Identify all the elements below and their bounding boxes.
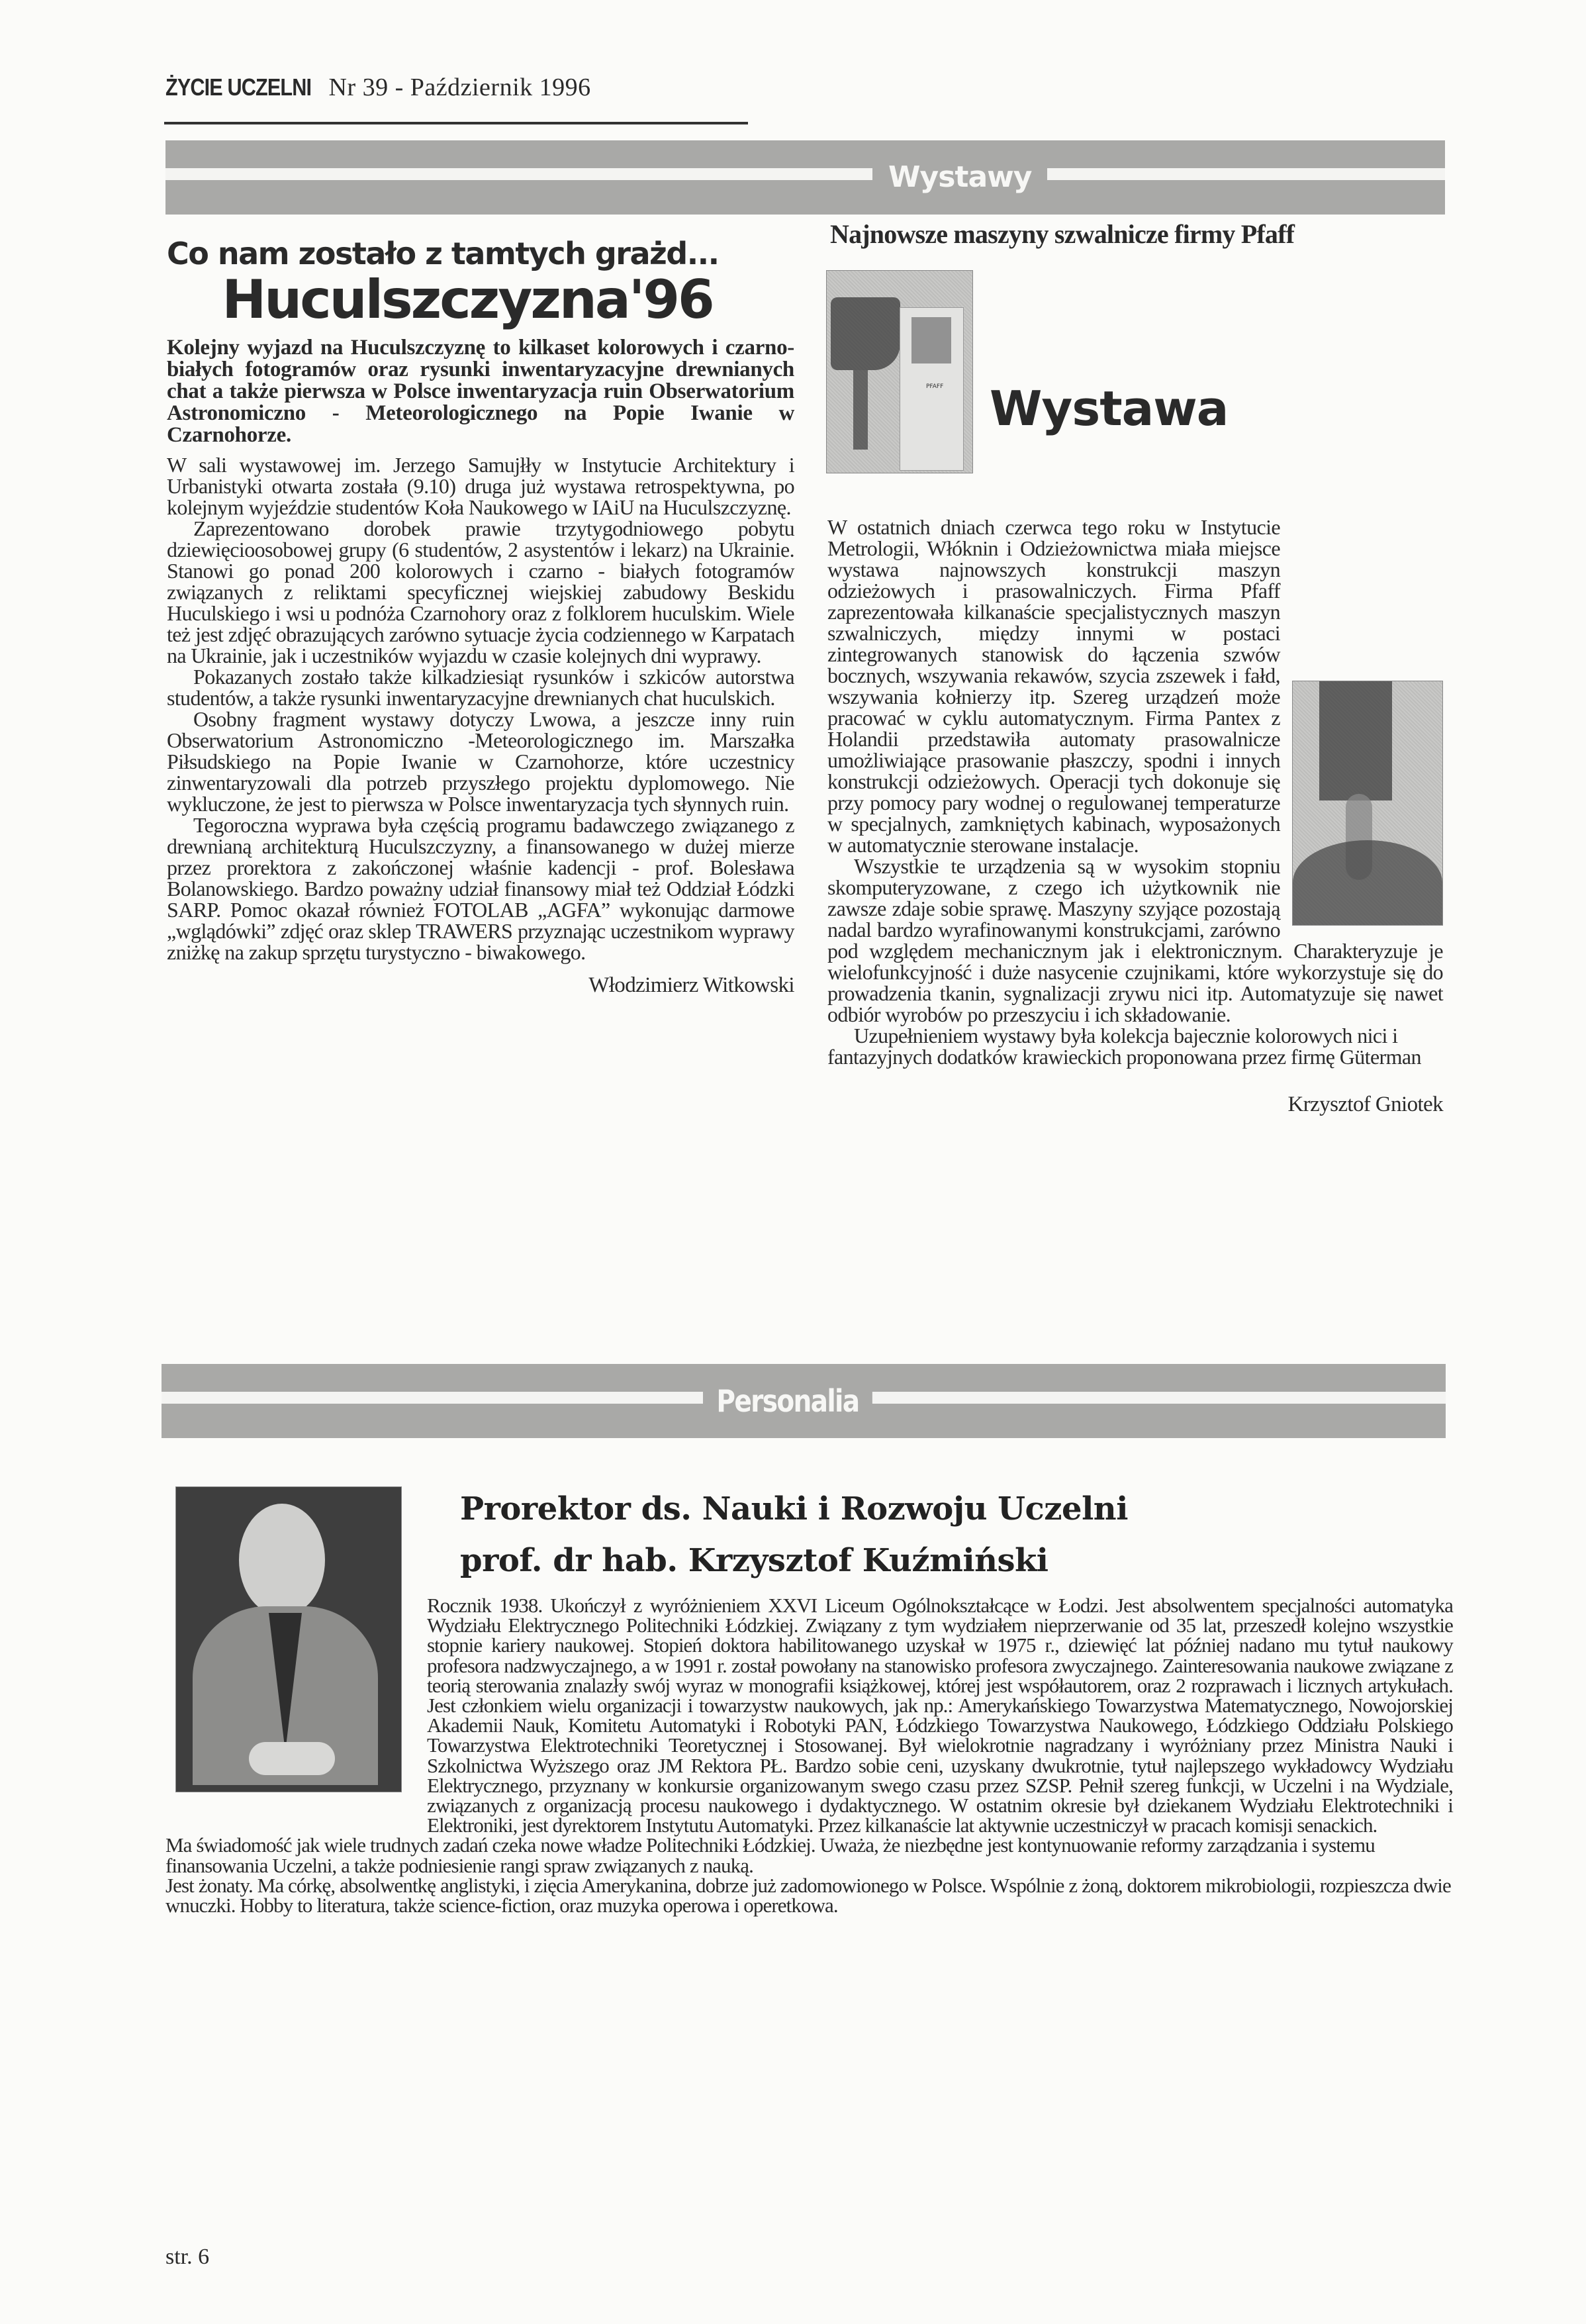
header-rule xyxy=(164,122,748,124)
paragraph: Rocznik 1938. Ukończył z wyróżnieniem XXVI Liceum Ogólnokształcące w Łodzi. Jest absolwentem specjalności automatyka Wydziału Elektrycznego Politechniki Łódzkiej. Związany z tym wydziałem nieprzerwanie od 35 lat, przeszedł kolejno wszystkie stopnie kariery naukowej. Stopień doktora habilitowanego uzyskał w 1975 r., dziewięć lat później nadano mu tytuł naukowy profesora nadzwyczajnego, a w 1991 r. został powołany na stanowisko profesora zwyczajnego. Zainteresowania naukowe związane z teorią sterowania znalazły swój wyraz w monografii książkowej, której jest współautorem, oraz 2 rozprawach i licznych artykułach. Jest członkiem wielu organizacji i towarzystw naukowych, jak np.: Amerykańskiego Towarzystwa Matematycznego, Nowojorskiej Akademii Nauk, Komitetu Automatyki i Robotyki PAN, Łódzkiego Towarzystwa Naukowego, Łódzkiego Oddziału Polskiego Towarzystwa Elektrotechniki Teoretycznej i Stosowanej. Był wielokrotnie nagradzany i wyróżniany przez Ministra Nauki i Szkolnictwa Wyższego oraz JM Rektora PŁ. Bardzo sobie ceni, uzyskany dwukrotnie, tytuł najlepszego wykładowcy Wydziału Elektrycznego, przyznany w konkursie organizowanym swego czasu przez SZSP. Pełnił szereg funkcji, w Uczelni i na Wydziale, związanych z organizacją procesu naukowego i dydaktycznego. W ostatnim okresie był dziekanem Wydziału Elektrotechniki i Elektroniki, jest dyrektorem Instytutu Automatyki. Przez kilkanaście lat aktywnie uczestniczył w pracach komisji senackich. xyxy=(427,1594,1453,1837)
banner-stripe xyxy=(165,168,1445,180)
section-label: Wystawy xyxy=(872,140,1047,215)
paragraph: Wszystkie te urządzenia są w wysokim stopniu skomputeryzowane, z czego ich użytkownik nie zawsze zdaje sobie sprawę. Maszyny szyjące pozostają nadal bardzo wyrafinowanymi konstrukcjami, zarówno pod względem mechanicznym jak i elektronicznym. Charakteryzuje je wielofunkcyjność i duże nasycenie czujnikami, które wykorzystuje się do prowadzenia tkanin, sygnalizacji zrywu nici itp. Automatyzuje się nawet odbiór wyrobów po przeszyciu i ich składowanie. xyxy=(827,854,1443,1026)
banner-band xyxy=(165,140,1445,168)
personalia-title-line2: prof. dr hab. Krzysztof Kuźmiński xyxy=(460,1542,1049,1579)
paragraph: Jest żonaty. Ma córkę, absolwentkę anglistyki, i zięcia Amerykanina, dobrze już zadomowionego w Polsce. Wspólnie z żoną, doktorem mikrobiologii, rozpieszcza dwie wnuczki. Hobby to literatura, także science-fiction, oraz muzyka operowa i operetkowa. xyxy=(165,1873,1451,1917)
masthead xyxy=(165,73,591,102)
page-number: str. 6 xyxy=(165,2245,210,2269)
article-pfaff-body xyxy=(827,516,1443,1115)
article-body xyxy=(167,454,794,996)
paragraph: Pokazanych zostało także kilkadziesiąt rysunków i szkiców autorstwa studentów, a także rysunki inwentaryzacyjne drewnianych chat huculskich. xyxy=(167,665,794,710)
paragraph: Osobny fragment wystawy dotyczy Lwowa, a jeszcze inny ruin Obserwatorium Astronomiczno -Meteorologicznego im. Marszałka Piłsudskiego na Popie Iwanie w Czarnohorze, które uczestnicy zinwentaryzowali dla potrzeb przyszłego projektu dyplomowego. Nie wykluczone, że jest to pierwsza w Polsce inwentaryzacja tych słynnych ruin. xyxy=(167,707,794,816)
banner-band xyxy=(165,180,1445,215)
sewing-machine-photo xyxy=(826,270,973,473)
personalia-title xyxy=(460,1483,1128,1586)
article-lead: Kolejny wyjazd na Huculszczyznę to kilkaset kolorowych i czarno-białych fotogramów oraz rysunki inwentaryzacyjne drewnianych chat a także pierwsza w Polsce inwentaryzacja ruin Obserwatorium Astronomiczno - Meteorologicznego na Popie Iwanie w Czarnohorze. xyxy=(167,336,794,447)
article-pfaff-header xyxy=(821,218,1436,250)
pressing-machine-photo xyxy=(1292,681,1443,926)
photo-detail xyxy=(853,370,868,450)
photo-detail xyxy=(911,317,951,363)
article-author: Krzysztof Gniotek xyxy=(1287,1092,1443,1116)
article-author: Włodzimierz Witkowski xyxy=(588,973,794,997)
issue-info: Nr 39 - Październik 1996 xyxy=(328,73,591,101)
article-title: Wystawa xyxy=(990,381,1229,436)
article-title: Huculszczyzna'96 xyxy=(222,269,713,330)
section-label: Personalia xyxy=(703,1364,872,1438)
paragraph: Zaprezentowano dorobek prawie trzytygodniowego pobytu dziewięcioosobowej grupy (6 studentów, 2 asystentów i lekarz) na Ukrainie. Stanowi go ponad 200 kolorowych i czarno - białych fotogramów związanych z reliktami specyficznej wiejskiej zabudowy Beskidu Huculskiego i wsi u podnóża Czarnohory oraz z folklorem huculskim. Wiele też jest zdjęć obrazujących zarówno sytuacje życia codziennego w Karpatach na Ukrainie, jak i uczestników wyjazdu w czasie kolejnych dni wyprawy. xyxy=(167,516,794,667)
portrait-spacer xyxy=(165,1596,427,1834)
paragraph: W ostatnich dniach czerwca tego roku w Instytucie Metrologii, Włóknin i Odzieżownictwa miała miejsce wystawa najnowszych konstrukcji maszyn odzieżowych i prasowalniczych. Firma Pfaff zaprezentowała kilkanaście specjalistycznych maszyn szwalniczych, między innymi w postaci zintegrowanych stanowisk do łączenia szwów bocznych, wszywania rekawów, szycia zszewek i fałd, wszywania kołnierzy itp. Szereg urządzeń może pracować w cyklu automatycznym. Firma Pantex z Holandii przedstawiła automaty prasowalnicze umożliwiające prasowanie płaszczy, spodni i innych konstrukcji odzieżowych. Operacji tych dokonuje się przy pomocy pary wodnej o regulowanej temperaturze w specjalnych, zamkniętych kabinach, wyposażonych w automatycznie sterowane instalacje. xyxy=(827,515,1280,857)
paragraph: Uzupełnieniem wystawy była kolekcja bajecznie kolorowych nici i fantazyjnych dodatków krawieckich proponowana przez firmę Güterman xyxy=(827,1024,1421,1069)
article-subtitle: Najnowsze maszyny szwalnicze firmy Pfaff xyxy=(830,219,1295,249)
photo-detail xyxy=(1319,681,1392,800)
photo-detail xyxy=(1293,840,1442,925)
section-banner-personalia xyxy=(162,1364,1446,1438)
personalia-bio xyxy=(165,1596,1453,1915)
paragraph: W sali wystawowej im. Jerzego Samujłły w Instytucie Architektury i Urbanistyki otwarta została (9.10) druga już wystawa retrospektywna, po kolejnym wyjeździe studentów Koła Naukowego w IAiU na Huculszczyznę. xyxy=(167,453,794,519)
paragraph: Ma świadomość jak wiele trudnych zadań czeka nowe władze Politechniki Łódzkiej. Uważa, że niezbędne jest kontynuowanie reformy zarządzania i systemu finansowania Uczelni, a także podniesienie rangi spraw związanych z nauką. xyxy=(165,1833,1375,1877)
paragraph: Tegoroczna wyprawa była częścią programu badawczego związanego z drewnianą architekturą Huculszczyzny, a finansowanego w dużej mierze przez prorektora z zakończonej właśnie kadencji - prof. Bolesława Bolanowskiego. Bardzo poważny udział finansowy miał też Oddział Łódzki SARP. Pomoc okazał również FOTOLAB „AGFA” wykonując darmowe „wglądówki” zdjęć oraz sklep TRAWERS przyznając uczestnikom wyprawy zniżkę na zakup sprzętu turystyczno - biwakowego. xyxy=(167,813,794,964)
photo-detail xyxy=(831,297,900,370)
section-banner-exhibitions xyxy=(165,140,1445,215)
pfaff-label: PFAFF xyxy=(926,383,944,390)
personalia-title-line1: Prorektor ds. Nauki i Rozwoju Uczelni xyxy=(460,1490,1128,1527)
magazine-title: ŻYCIE UCZELNI xyxy=(165,73,312,101)
article-kicker: Co nam zostało z tamtych grażd... xyxy=(167,236,719,271)
article-huculszczyzna xyxy=(167,235,794,996)
